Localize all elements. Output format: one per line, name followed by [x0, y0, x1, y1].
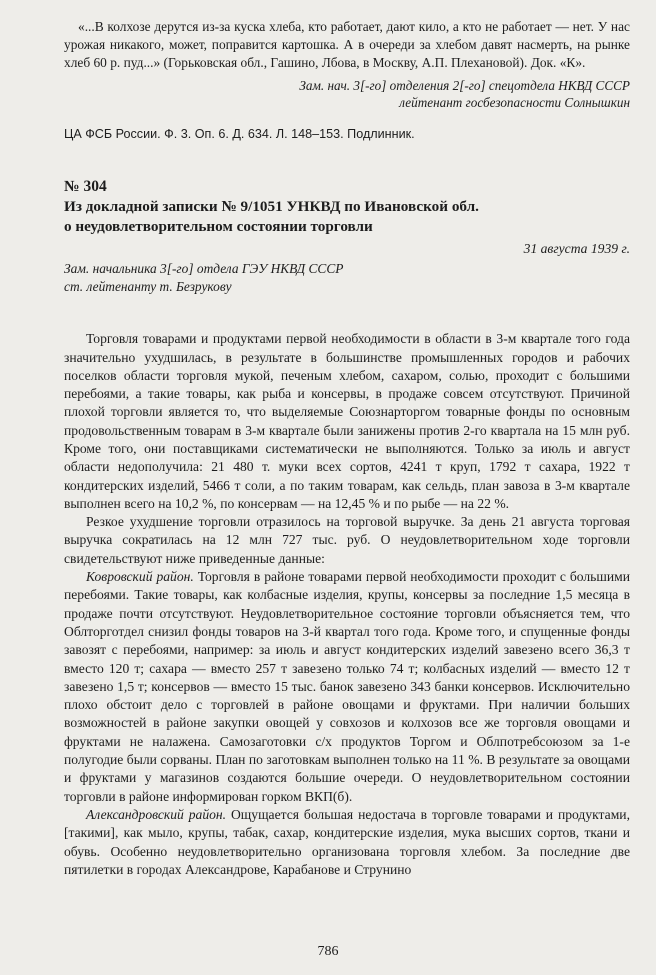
archive-reference: ЦА ФСБ России. Ф. 3. Оп. 6. Д. 634. Л. 148–153. Подлинник.: [64, 126, 415, 141]
addressee-position: Зам. начальника 3[-го] отдела ГЭУ НКВД СССР: [64, 261, 344, 277]
document-title: [64, 197, 630, 237]
document-number: № 304: [64, 177, 107, 195]
body-paragraph-3-text: Торговля в районе товарами первой необходимости проходит с большими перебоями. Такие товары, как колбасные изделия, крупы, консервы за последние 1,5 месяца в продаже почти отсутствуют. Неудовлетворительное состояние торговли объясняется тем, что Облторготдел снизил фонды товаров на 3-й квартал того года. Кроме того, и спущенные фонды завозят с перебоями, например: за июль и август кондитерских изделий завезено всего 36,3 т вместо 120 т; сахара — вместо 257 т завезено только 74 т; колбасных изделий — вместо 12 т завезено 1,5 т; консервов — вместо 15 тыс. банок завезено 343 банки консервов. Исключительно плохо обстоит дело с торговлей в районе овощами и фруктами. При наличии больших возможностей в районе закупки овощей у совхозов и колхозов все же торговля овощами и фруктами не налажена. Самозаготовки с/х продуктов Торгом и Облпотребсоюзом за 1-е полугодие были сорваны. План по заготовкам выполнен только на 11 %. В результате за овощами и фруктами у магазинов создаются большие очереди. О неудовлетворительном состоянии торговли в районе информирован горком ВКП(б).: [64, 569, 630, 804]
document-date: 31 августа 1939 г.: [523, 240, 630, 256]
addressee-block: [64, 260, 630, 296]
signature-block: [64, 77, 630, 112]
signature-position: Зам. нач. 3[-го] отделения 2[-го] спецотдела НКВД СССР: [299, 77, 630, 93]
page-number: 786: [317, 944, 339, 959]
body-paragraph-1: Торговля товарами и продуктами первой необходимости в области в 3-м квартале того года значительно ухудшилась, в результате в большинстве промышленных городов и рабочих поселков области торговля мукой, печеным хлебом, сахаром, солью, проходит с большими перебоями, а такие товары, как рыба и консервы, в продаже совсем отсутствуют. Причиной плохой торговли является то, что выделяемые Союзнарторгом товарные фонды по основным продовольственным товарам в 3-м квартале были занижены против 2-го квартала на 15 млн руб. Кроме того, они поставщиками систематически не выполняются. Только за июль и август области недополучила: 21 480 т. муки всех сортов, 4241 т круп, 1792 т сахара, 1922 т кондитерских изделий, 5466 т соли, а по таким товарам, как сельдь, план завоза в 3-м квартале выполнен всего на 10,2 %, по консервам — на 12,45 % и по рыбе — на 22 %.: [64, 331, 630, 511]
district-heading-kovrov: Ковровский район.: [86, 569, 194, 585]
body-paragraph-4-text: Ощущается большая недостача в торговле товарами и продуктами, [такими], как мыло, крупы, табак, сахар, кондитерские изделия, мука высших сортов, ткани и обувь. Особенно неудовлетворительно организована торговля хлебом. За последние две пятилетки в городах Александрове, Карабанове и Струнино: [64, 806, 630, 877]
document-title-line-2: о неудовлетворительном состоянии торговли: [64, 217, 373, 235]
document-title-line-1: Из докладной записки № 9/1051 УНКВД по Ивановской обл.: [64, 197, 479, 215]
district-heading-alexandrov: Александровский район.: [86, 806, 227, 822]
body-paragraph-4: [64, 806, 630, 879]
document-page: [64, 18, 630, 879]
document-body: [64, 330, 630, 879]
body-paragraph-3: [64, 568, 630, 806]
quote-paragraph: «...В колхозе дерутся из-за куска хлеба, кто работает, дают кило, а кто не работает — нет. У нас урожая никакого, может, поправится картошка. А в очереди за хлебом давят насмерть, на рынке хлеб 60 р. пуд...» (Горьковская обл., Гашино, Лбова, в Москву, А.П. Плехановой). Док. «К».: [64, 19, 630, 71]
signature-name: лейтенант госбезопасности Солнышкин: [399, 95, 630, 111]
addressee-name: ст. лейтенанту т. Безрукову: [64, 279, 232, 295]
body-paragraph-2: Резкое ухудшение торговли отразилось на торговой выручке. За день 21 августа торговая выручка сократилась на 12 млн 727 тыс. руб. О неудовлетворительном ходе торговли свидетельствуют ниже приведенные данные:: [64, 514, 630, 566]
